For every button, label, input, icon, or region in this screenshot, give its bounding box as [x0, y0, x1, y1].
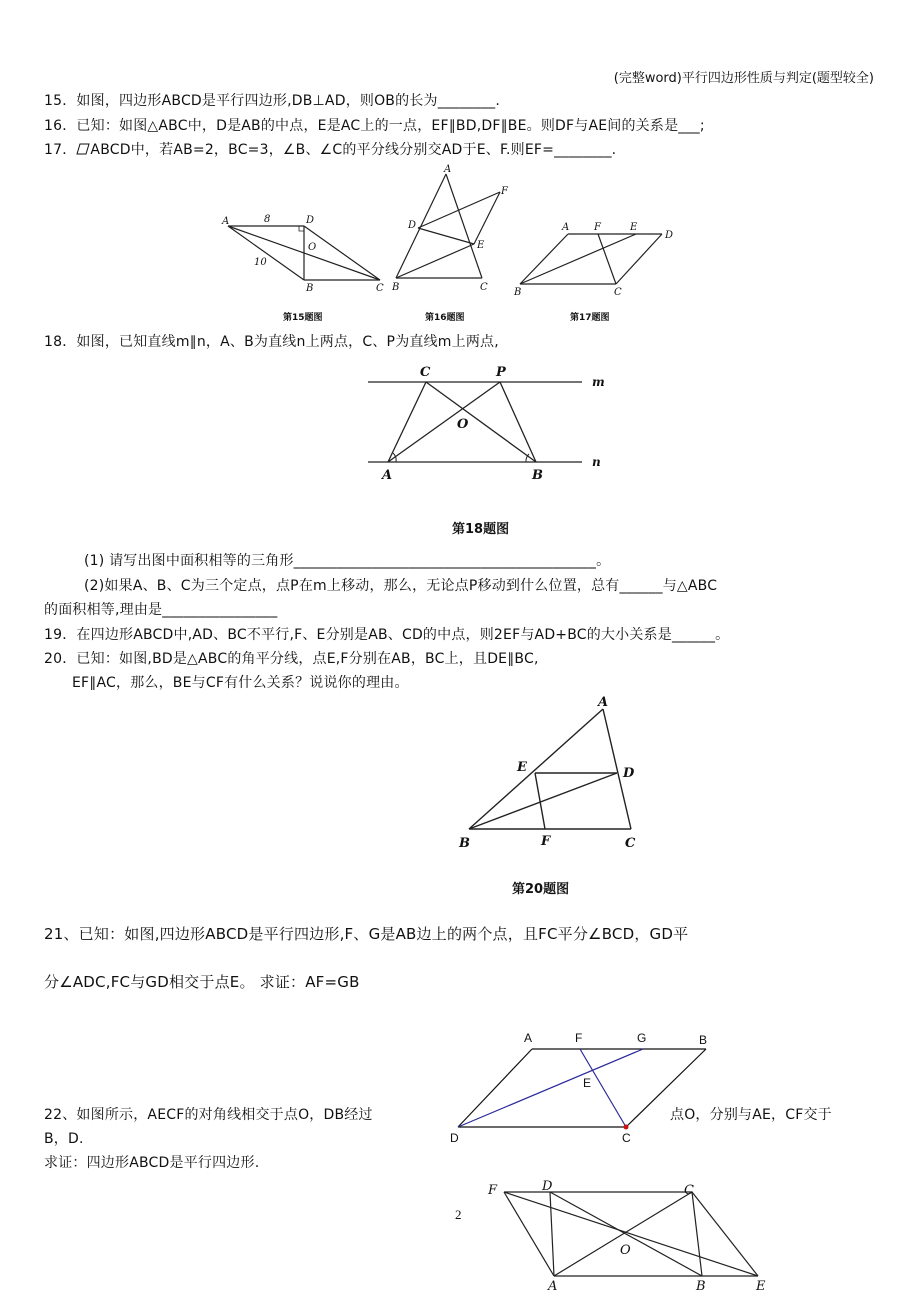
fig17-label-f: F [594, 222, 601, 233]
fig21-segment-dg [458, 1049, 643, 1127]
fig21-label-e: E [583, 1076, 592, 1090]
fig20-caption: 第20题图 [512, 882, 570, 897]
fig18-label-o: O [457, 417, 469, 432]
question-22-prove: 求证：四边形ABCD是平行四边形. [44, 1155, 260, 1171]
fig22-label-c: C [684, 1183, 694, 1198]
fig18-label-a: A [382, 468, 393, 483]
figure-18 [360, 360, 620, 484]
fig22-label-o: O [620, 1243, 631, 1258]
fig16-label-b: B [392, 282, 400, 293]
fig21-label-f: F [575, 1031, 583, 1045]
question-22: 22、如图所示，AECF的对角线相交于点O，DB经过 [44, 1107, 373, 1123]
page-header: (完整word)平行四边形性质与判定(题型较全) [613, 71, 874, 86]
fig21-label-c: C [622, 1131, 631, 1145]
question-20: 20．已知：如图,BD是△ABC的角平分线，点E,F分别在AB，BC上，且DE∥BC, [44, 651, 539, 667]
fig17-label-c: C [614, 287, 622, 298]
fig22-label-b: B [696, 1279, 706, 1294]
fig21-label-g: G [637, 1031, 647, 1045]
question-19: 19．在四边形ABCD中,AD、BC不平行,F、E分别是AB、CD的中点，则2EF与AD+BC的大小关系是______。 [44, 627, 730, 643]
fig15-length-ab: 10 [254, 257, 267, 268]
fig15-length-ad: 8 [264, 214, 271, 225]
question-22-cont: B，D. [44, 1131, 84, 1147]
fig17-caption: 第17题图 [570, 313, 610, 323]
fig18-label-p: P [496, 365, 506, 380]
question-18-part-2: (2)如果A、B、C为三个定点，点P在m上移动，那么，无论点P移动到什么位置，总有______与△ABC [84, 578, 718, 594]
fig20-label-e: E [517, 760, 527, 775]
fig16-caption: 第16题图 [425, 313, 465, 323]
figure-15 [220, 210, 390, 298]
question-21-cont: 分∠ADC,FC与GD相交于点E。 求证：AF=GB [44, 973, 360, 991]
fig22-label-d: D [542, 1179, 553, 1194]
question-16: 16．已知：如图△ABC中，D是AB的中点，E是AC上的一点，EF∥BD,DF∥BE。则DF与AE间的关系是___; [44, 118, 705, 134]
fig18-caption: 第18题图 [452, 522, 510, 537]
parallelogram-icon [76, 143, 90, 155]
fig15-label-d: D [306, 215, 315, 226]
fig16-label-c: C [480, 282, 488, 293]
fig20-label-f: F [541, 834, 551, 849]
fig15-label-a: A [222, 216, 230, 227]
fig17-label-d: D [665, 230, 674, 241]
fig21-label-a: A [524, 1031, 533, 1045]
fig15-label-o: O [308, 242, 317, 253]
fig17-label-b: B [514, 287, 522, 298]
fig18-label-b: B [532, 468, 543, 483]
fig21-label-b: B [699, 1033, 708, 1047]
fig16-label-a: A [444, 164, 452, 175]
fig20-label-b: B [459, 836, 470, 851]
fig20-label-c: C [625, 836, 636, 851]
fig15-label-c: C [376, 283, 384, 294]
fig21-label-d: D [450, 1131, 459, 1145]
figure-22 [480, 1178, 780, 1296]
question-17-text: ABCD中，若AB=2，BC=3，∠B、∠C的平分线分别交AD于E、F.则EF=________. [90, 142, 617, 158]
fig22-label-f: F [488, 1183, 498, 1198]
figure-20 [455, 695, 655, 855]
fig17-label-a: A [562, 222, 570, 233]
fig17-label-e: E [630, 222, 638, 233]
question-15: 15．如图，四边形ABCD是平行四边形,DB⊥AD，则OB的长为________. [44, 93, 500, 109]
question-22-right: 点O，分别与AE，CF交于 [670, 1107, 832, 1123]
fig18-label-m: m [592, 375, 605, 389]
question-17 [44, 139, 616, 159]
fig15-caption: 第15题图 [283, 313, 323, 323]
figure-16 [388, 162, 516, 298]
fig18-label-c: C [420, 365, 431, 380]
question-18: 18．如图，已知直线m∥n，A、B为直线n上两点，C、P为直线m上两点, [44, 334, 499, 350]
fig18-label-n: n [592, 455, 601, 469]
question-18-part-2-cont: 的面积相等,理由是________________ [44, 602, 278, 618]
fig20-label-d: D [623, 766, 635, 781]
question-17-number: 17． [44, 142, 77, 158]
fig22-label-e: E [756, 1279, 766, 1294]
fig15-label-b: B [306, 283, 314, 294]
figure-17 [512, 218, 680, 298]
fig16-label-e: E [477, 240, 485, 251]
question-18-part-1: (1) 请写出图中面积相等的三角形__________________________________________。 [84, 553, 611, 569]
question-20-cont: EF∥AC，那么，BE与CF有什么关系？说说你的理由。 [72, 675, 409, 691]
question-21: 21、已知：如图,四边形ABCD是平行四边形,F、G是AB边上的两个点，且FC平分∠BCD，GD平 [44, 925, 689, 943]
page-number: 2 [455, 1207, 462, 1222]
fig22-label-a: A [548, 1279, 558, 1294]
fig21-point-c-marker [624, 1125, 629, 1130]
figure-21 [440, 1025, 730, 1150]
fig16-label-d: D [408, 220, 417, 231]
fig16-label-f: F [501, 186, 508, 197]
fig20-label-a: A [598, 695, 609, 710]
